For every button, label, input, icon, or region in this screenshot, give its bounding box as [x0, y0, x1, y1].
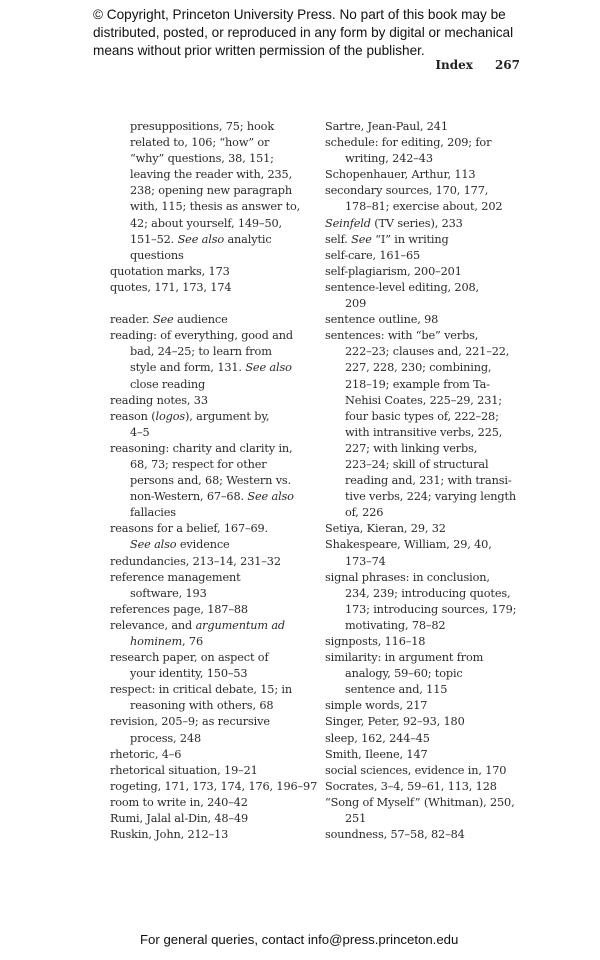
italic-text: hominem: [130, 635, 183, 648]
entry-text: 238; opening new paragraph: [130, 184, 292, 198]
entry-text: motivating, 78–82: [345, 618, 446, 632]
entry-text: signal phrases: in conclusion,: [325, 570, 490, 584]
entry-text: social sciences, evidence in, 170: [325, 763, 507, 777]
page-number: 267: [494, 58, 520, 72]
entry-text: your identity, 150–53: [130, 667, 248, 681]
index-entry: [325, 264, 540, 280]
index-subline: [325, 682, 540, 698]
index-entry: [325, 216, 540, 232]
entry-text: research paper, on aspect of: [110, 651, 269, 665]
index-subline: [110, 537, 325, 553]
entry-text: sentences: with “be” verbs,: [325, 329, 479, 343]
index-subline: [325, 199, 540, 215]
index-entry: [325, 763, 540, 779]
index-entry: [110, 763, 325, 779]
index-subline: [325, 811, 540, 827]
index-entry: [110, 280, 325, 296]
entry-text: four basic types of, 222–28;: [345, 409, 499, 423]
index-subline: [110, 505, 325, 521]
index-entry: [110, 393, 325, 409]
entry-text: 173–74: [345, 554, 386, 568]
entry-text: “I” in writing: [371, 232, 449, 246]
entry-text: , 76: [182, 635, 203, 648]
index-entry: [110, 441, 325, 457]
index-entry: [110, 328, 325, 344]
entry-text: 209: [345, 297, 367, 311]
index-subline: [110, 183, 325, 199]
entry-text: self-care, 161–65: [325, 248, 421, 262]
index-entry: [110, 618, 325, 634]
italic-text: See: [351, 232, 372, 246]
entry-text: sleep, 162, 244–45: [325, 731, 430, 745]
entry-text: references page, 187–88: [110, 602, 248, 616]
entry-text: reading: of everything, good and: [110, 329, 293, 343]
index-subline: [325, 473, 540, 489]
index-entry: [110, 811, 325, 827]
italic-text: See also: [247, 490, 294, 504]
copyright-line: distributed, posted, or reproduced in any form by digital or mechanical: [93, 25, 514, 40]
index-entry: [110, 827, 325, 843]
index-subline: [110, 586, 325, 602]
entry-text: rhetoric, 4–6: [110, 747, 182, 761]
index-entry: [325, 698, 540, 714]
entry-text: self.: [325, 232, 352, 246]
index-subline: [325, 618, 540, 634]
entry-text: room to write in, 240–42: [110, 795, 248, 809]
entry-text: analytic: [224, 232, 272, 246]
italic-text: logos: [155, 409, 185, 423]
index-entry: [325, 312, 540, 328]
letter-group-gap: [110, 296, 325, 312]
entry-text: secondary sources, 170, 177,: [325, 184, 489, 198]
entry-text: questions: [130, 248, 184, 262]
italic-text: See also: [177, 232, 225, 246]
index-subline: [325, 360, 540, 376]
index-subline: [325, 441, 540, 457]
entry-text: non-Western, 67–68.: [130, 490, 248, 504]
entry-text: self-plagiarism, 200–201: [325, 264, 462, 278]
entry-text: (TV series), 233: [370, 216, 463, 230]
entry-text: of, 226: [345, 506, 384, 520]
entry-text: 173; introducing sources, 179;: [345, 602, 517, 616]
index-entry: [325, 167, 540, 183]
index-subline: [110, 232, 325, 248]
entry-text: 218–19; example from Ta-: [345, 377, 490, 391]
entry-text: process, 248: [130, 731, 201, 745]
index-subline: [110, 216, 325, 232]
copyright-notice: [93, 6, 553, 60]
index-entry: [110, 409, 325, 425]
index-subline: [110, 119, 325, 135]
entry-text: presuppositions, 75; hook: [130, 120, 275, 133]
italic-text: See also: [245, 361, 292, 375]
index-entry: [110, 650, 325, 666]
index-subline: [110, 489, 325, 505]
index-subline: [110, 344, 325, 360]
entry-text: 42; about yourself, 149–50,: [130, 216, 282, 230]
entry-text: redundancies, 213–14, 231–32: [110, 554, 281, 568]
entry-text: rhetorical situation, 19–21: [110, 763, 258, 777]
entry-text: 234, 239; introducing quotes,: [345, 586, 511, 600]
entry-text: 68, 73; respect for other: [130, 457, 267, 471]
entry-text: software, 193: [130, 586, 207, 600]
index-subline: [110, 731, 325, 747]
entry-text: Setiya, Kieran, 29, 32: [325, 522, 446, 536]
footer-contact: For general queries, contact info@press.princeton.edu: [140, 932, 459, 947]
entry-text: Sartre, Jean-Paul, 241: [325, 120, 448, 133]
entry-text: reading notes, 33: [110, 393, 208, 407]
entry-text: with intransitive verbs, 225,: [345, 425, 503, 439]
index-subline: [110, 135, 325, 151]
entry-text: fallacies: [130, 506, 176, 520]
entry-text: Smith, Ileene, 147: [325, 747, 428, 761]
entry-text: reference management: [110, 570, 241, 584]
index-subline: [110, 473, 325, 489]
index-subline: [325, 393, 540, 409]
index-entry: [110, 312, 325, 328]
entry-text: schedule: for editing, 209; for: [325, 136, 492, 150]
entry-text: reading and, 231; with transi-: [345, 474, 512, 488]
entry-text: reason (: [110, 409, 156, 423]
entry-text: “why” questions, 38, 151;: [130, 152, 274, 166]
entry-text: related to, 106; “how” or: [130, 136, 270, 150]
entry-text: quotation marks, 173: [110, 264, 230, 278]
entry-text: respect: in critical debate, 15; in: [110, 683, 293, 697]
copyright-line: means without prior written permission of the publisher.: [93, 43, 425, 58]
entry-text: Ruskin, John, 212–13: [110, 828, 229, 842]
index-entry: [110, 682, 325, 698]
index-subline: [325, 586, 540, 602]
index-subline: [325, 296, 540, 312]
index-subline: [325, 666, 540, 682]
index-entry: [325, 650, 540, 666]
index-entry: [325, 232, 540, 248]
entry-text: persons and, 68; Western vs.: [130, 474, 292, 488]
index-entry: [325, 731, 540, 747]
index-entry: [110, 554, 325, 570]
entry-text: reasoning with others, 68: [130, 699, 274, 713]
index-subline: [325, 151, 540, 167]
index-subline: [325, 344, 540, 360]
index-entry: [110, 521, 325, 537]
index-column-left: [110, 119, 325, 843]
italic-text: Seinfeld: [325, 216, 371, 230]
index-subline: [110, 425, 325, 441]
entry-text: leaving the reader with, 235,: [130, 168, 293, 182]
italic-text: See also: [130, 538, 177, 552]
entry-text: ), argument by,: [185, 409, 270, 423]
entry-text: Schopenhauer, Arthur, 113: [325, 168, 476, 182]
entry-text: sentence and, 115: [345, 683, 448, 697]
index-entry: [110, 795, 325, 811]
index-subline: [110, 377, 325, 393]
index-subline: [110, 151, 325, 167]
index-subline: [325, 505, 540, 521]
index-entry: [325, 119, 540, 135]
index-subline: [325, 409, 540, 425]
entry-text: soundness, 57–58, 82–84: [325, 828, 465, 842]
index-entry: [325, 135, 540, 151]
entry-text: 223–24; skill of structural: [345, 457, 489, 471]
entry-text: 178–81; exercise about, 202: [345, 200, 503, 214]
index-entry: [110, 747, 325, 763]
running-head: [435, 58, 520, 72]
entry-text: revision, 205–9; as recursive: [110, 715, 270, 729]
index-entry: [325, 779, 540, 795]
entry-text: relevance, and: [110, 618, 196, 632]
index-entry: [325, 183, 540, 199]
entry-text: reader.: [110, 313, 153, 327]
entry-text: 151–52.: [130, 232, 178, 246]
index-subline: [325, 602, 540, 618]
index-column-right: [325, 119, 540, 843]
index-subline: [110, 199, 325, 215]
entry-text: signposts, 116–18: [325, 635, 426, 648]
entry-text: rogeting, 171, 173, 174, 176, 196–97: [110, 779, 318, 793]
entry-text: Singer, Peter, 92–93, 180: [325, 715, 465, 729]
entry-text: bad, 24–25; to learn from: [130, 345, 272, 359]
entry-text: reasons for a belief, 167–69.: [110, 522, 268, 536]
index-entry: [325, 747, 540, 763]
entry-text: writing, 242–43: [345, 152, 433, 166]
index-subline: [325, 377, 540, 393]
section-title: Index: [435, 58, 473, 72]
index-entry: [110, 570, 325, 586]
entry-text: style and form, 131.: [130, 361, 246, 375]
entry-text: quotes, 171, 173, 174: [110, 280, 232, 294]
index-entry: [110, 714, 325, 730]
entry-text: similarity: in argument from: [325, 651, 484, 665]
index-entry: [325, 280, 540, 296]
index-entry: [110, 779, 325, 795]
index-subline: [325, 457, 540, 473]
index-entry: [325, 328, 540, 344]
index-subline: [110, 248, 325, 264]
entry-text: 4–5: [130, 425, 150, 439]
index-entry: [325, 248, 540, 264]
index-subline: [110, 457, 325, 473]
entry-text: Shakespeare, William, 29, 40,: [325, 538, 492, 552]
index-subline: [110, 360, 325, 376]
copyright-line: © Copyright, Princeton University Press. No part of this book may be: [93, 7, 506, 22]
entry-text: evidence: [176, 538, 230, 552]
index-subline: [325, 554, 540, 570]
entry-text: sentence outline, 98: [325, 313, 439, 327]
entry-text: audience: [173, 313, 228, 327]
entry-text: 222–23; clauses and, 221–22,: [345, 345, 510, 359]
index-subline: [110, 698, 325, 714]
entry-text: tive verbs, 224; varying length: [345, 490, 517, 504]
index-entry: [325, 827, 540, 843]
index-subline: [110, 666, 325, 682]
entry-text: 227, 228, 230; combining,: [345, 361, 492, 375]
index-entry: [325, 634, 540, 650]
index-entry: [325, 521, 540, 537]
entry-text: 227; with linking verbs,: [345, 441, 478, 455]
italic-text: See: [152, 313, 174, 327]
entry-text: 251: [345, 812, 367, 826]
entry-text: close reading: [130, 377, 206, 391]
index-subline: [110, 634, 325, 650]
index-entry: [325, 714, 540, 730]
entry-text: Socrates, 3–4, 59–61, 113, 128: [325, 779, 497, 793]
entry-text: “Song of Myself” (Whitman), 250,: [325, 795, 515, 809]
entry-text: simple words, 217: [325, 699, 428, 713]
index-entry: [325, 570, 540, 586]
index-subline: [325, 425, 540, 441]
index-entry: [325, 795, 540, 811]
entry-text: sentence-level editing, 208,: [325, 280, 479, 294]
entry-text: with, 115; thesis as answer to,: [130, 200, 301, 214]
entry-text: reasoning: charity and clarity in,: [110, 441, 293, 455]
index-subline: [325, 489, 540, 505]
entry-text: analogy, 59–60; topic: [345, 667, 463, 681]
index-entry: [110, 264, 325, 280]
index-subline: [110, 167, 325, 183]
index-entry: [110, 602, 325, 618]
italic-text: argumentum ad: [195, 618, 286, 632]
entry-text: Nehisi Coates, 225–29, 231;: [345, 393, 502, 407]
index-entry: [325, 537, 540, 553]
entry-text: Rumi, Jalal al-Din, 48–49: [110, 812, 249, 826]
